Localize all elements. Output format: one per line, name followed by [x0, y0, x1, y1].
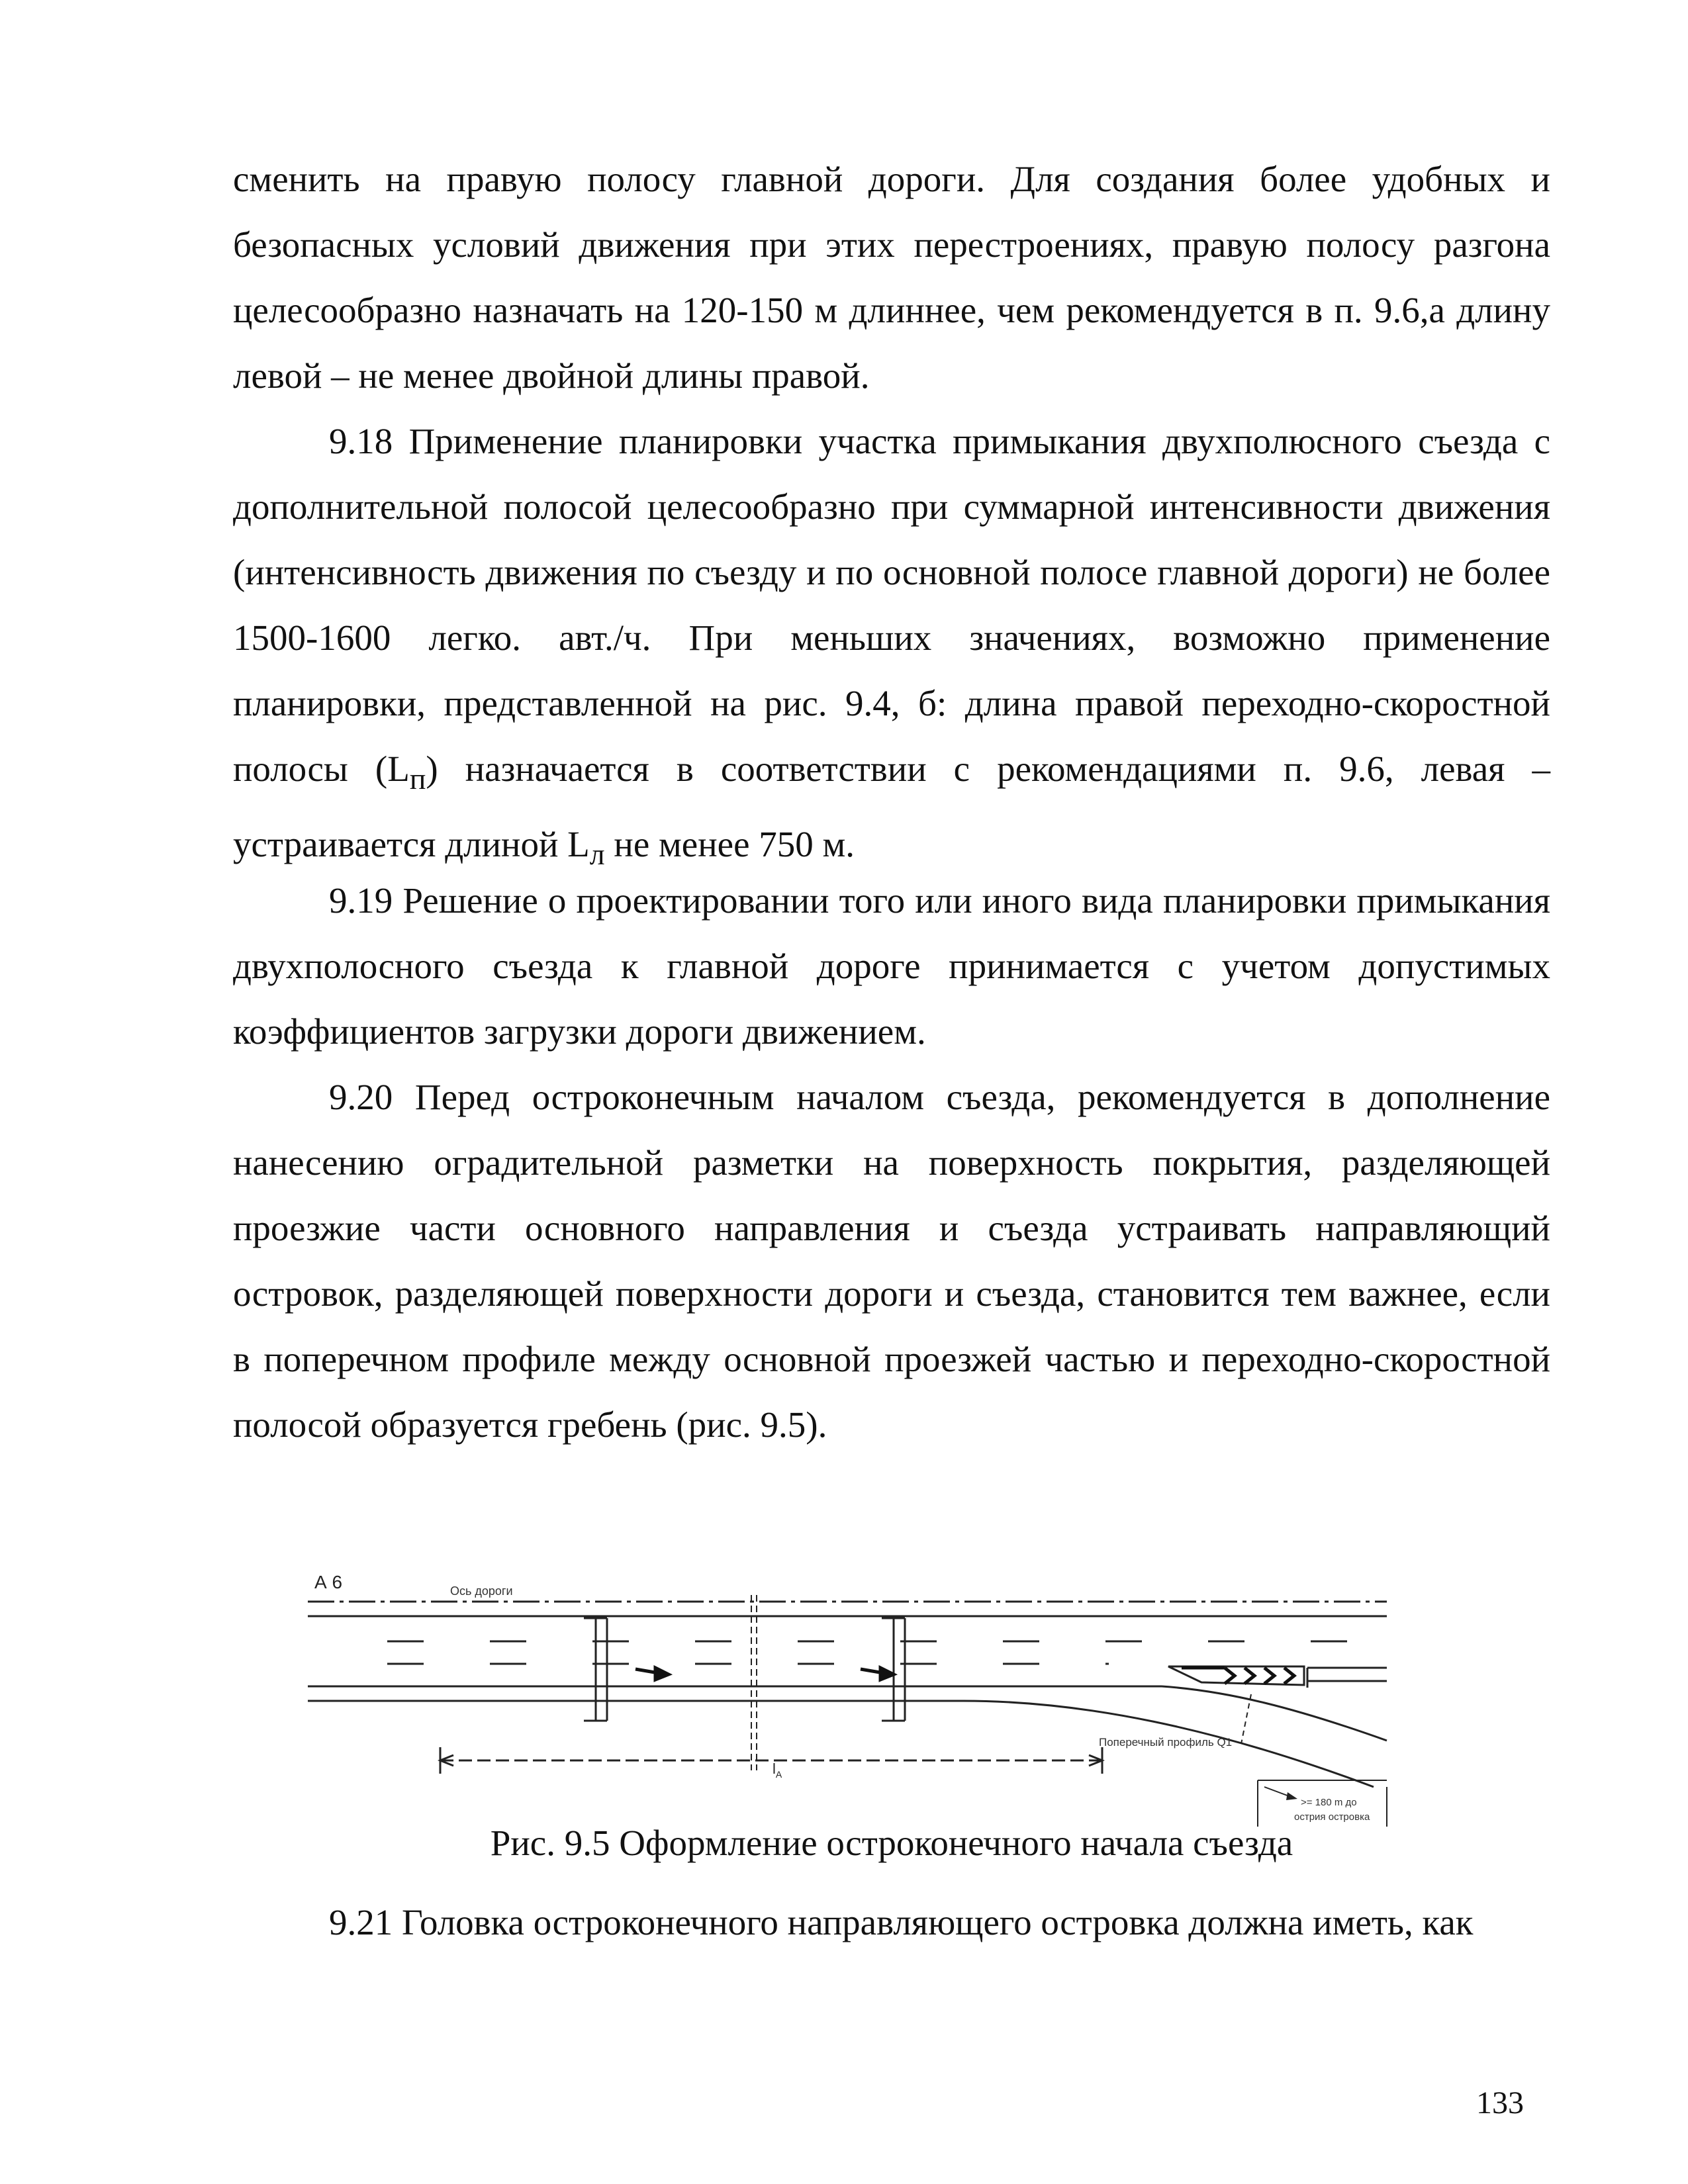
text-run: 9.18 Применение планировки участка примыкания двухполюсного съезда с дополнительной полосой целесообразно при суммарной интенсивности движения (интенсивность движения по съезду и по основной полосе главной дороги) не более 1500-1600 легко. авт./ч. При меньших значениях, возможно применение планировки, представленной на рис. 9.4, б: длина правой переходно-скоростной полосы (L — [233, 421, 1550, 789]
dimension-label — [773, 1760, 782, 1780]
dimension-label-main: l — [773, 1760, 776, 1777]
cross-profile-label: Поперечный профиль Q1 — [1099, 1736, 1233, 1749]
paragraph-continuation — [233, 146, 1550, 408]
note-text-2: острия островка — [1294, 1811, 1370, 1823]
dimension-label-sub: A — [775, 1769, 782, 1780]
page-number: 133 — [1476, 2085, 1524, 2120]
road-diagram — [301, 1569, 1427, 1833]
road-axis-label: Ось дороги — [450, 1584, 513, 1598]
note-text-1: >= 180 m до — [1301, 1797, 1357, 1808]
paragraph-9-19 — [233, 868, 1550, 1064]
subscript: п — [409, 762, 426, 796]
lane-arrow-icon — [861, 1668, 894, 1680]
figure-caption: Рис. 9.5 Оформление остроконечного начала съезда — [490, 1823, 1293, 1863]
text-run: не менее 750 м. — [604, 824, 855, 864]
subscript: л — [589, 837, 605, 871]
paragraph-text: 9.19 Решение о проектировании того или иного вида планировки примыкания двухполосного съезда к главной дороге принимается с учетом допустимых коэффициентов загрузки дороги движением. — [233, 880, 1550, 1052]
figure-id-label: А 6 — [314, 1572, 343, 1592]
paragraph-9-20 — [233, 1064, 1550, 1457]
lane-arrow-icon — [635, 1668, 669, 1680]
dimension-line — [440, 1747, 1102, 1774]
sign-frame — [584, 1618, 607, 1721]
paragraph-text: сменить на правую полосу главной дороги. Для создания более удобных и безопасных условий движения при этих перестроениях, правую полосу разгона целесообразно назначать на 120-150 м длиннее, чем рекомендуется в п. 9.6,а длину левой – не менее двойной длины правой. — [233, 159, 1550, 396]
paragraph-text: 9.21 Головка остроконечного направляющего островка должна иметь, как — [329, 1902, 1474, 1942]
paragraph-9-18 — [233, 408, 1550, 887]
paragraph-text: 9.20 Перед остроконечным началом съезда, рекомендуется в дополнение нанесению оградительной разметки на поверхность покрытия, разделяющей проезжие части основного направления и съезда устраивать направляющий островок, разделяющей поверхности дороги и съезда, становится тем важнее, если в поперечном профиле между основной проезжей частью и переходно-скоростной полосой образуется гребень (рис. 9.5). — [233, 1077, 1550, 1445]
cross-profile-line — [1241, 1694, 1251, 1744]
text-run: ) назначается в соответствии с рекомендациями п. 9.6, левая – устраивается длиной L — [233, 749, 1550, 864]
road-diagram-figure — [301, 1569, 1427, 1833]
ramp-inner-edge — [1162, 1686, 1387, 1741]
paragraph-text — [233, 408, 1550, 887]
paragraph-9-21 — [233, 1889, 1550, 1955]
